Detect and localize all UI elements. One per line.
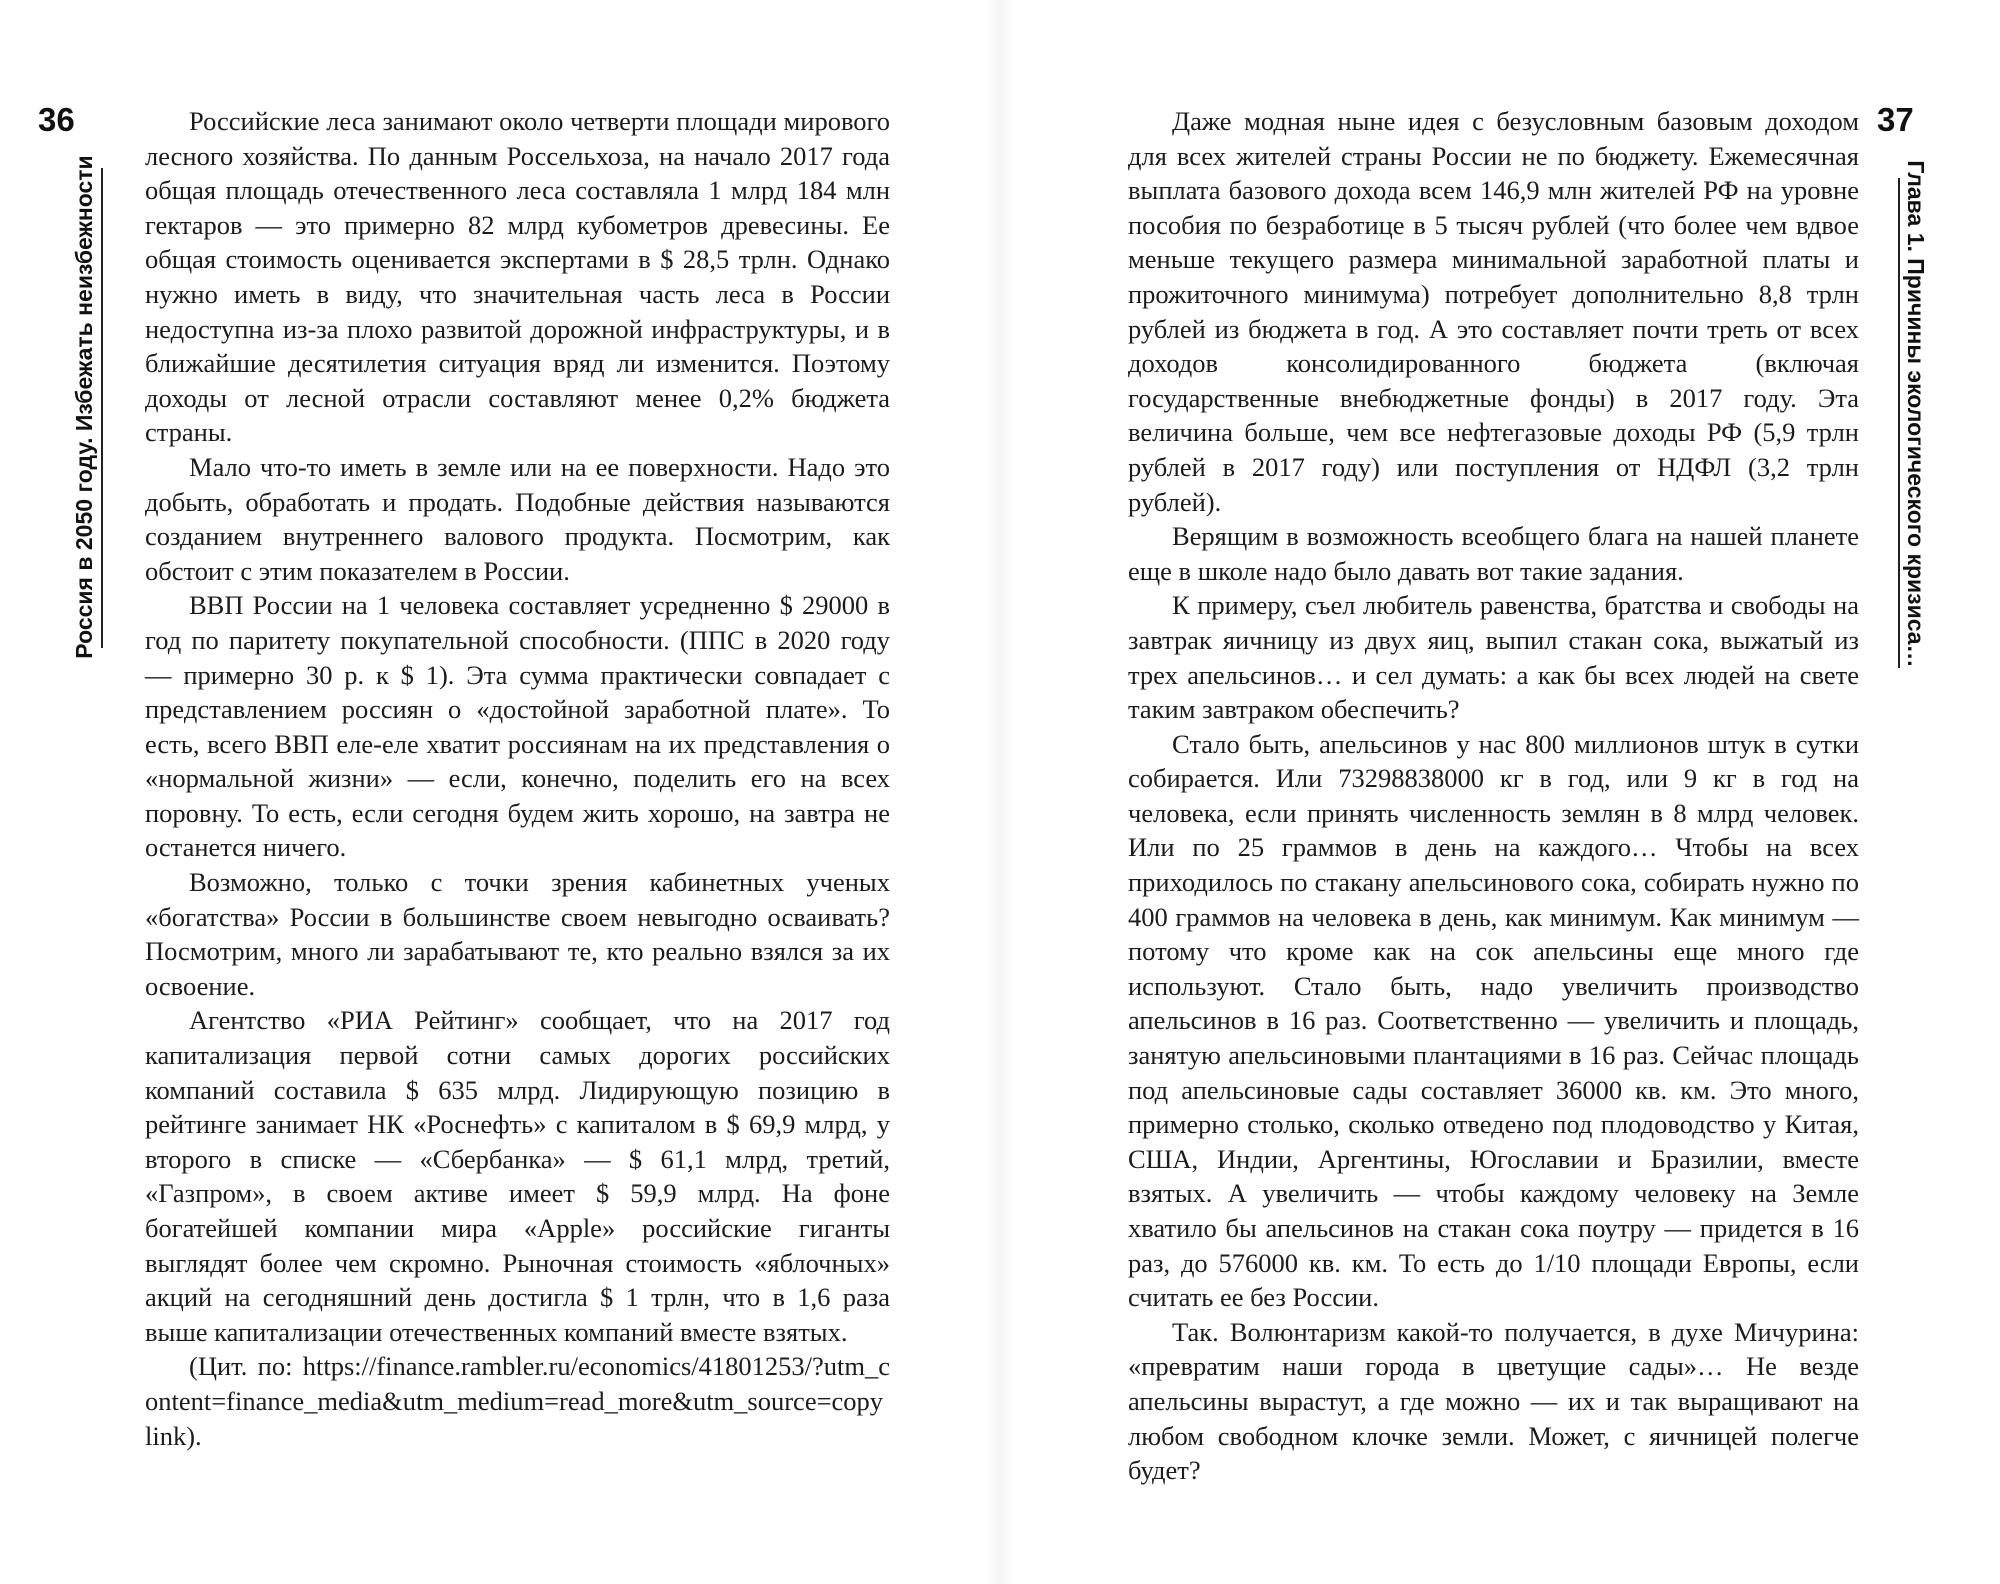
paragraph: ВВП России на 1 человека составляет усредненно $ 29000 в год по паритету покупательной способности. (ППС в 2020 году — примерно 30 р. к $ 1). Эта сумма практически совпадает с представлением россиян о «достойной заработной плате». То есть, всего ВВП еле-еле хватит россиянам на их представления о «нормальной жизни» — если, конечно, поделить его на всех поровну. То есть, если сегодня будем жить хорошо, на завтра не останется ничего. [145,590,890,863]
citation: (Цит. по: https://finance.rambler.ru/economics/41801253/?utm_content=finance_media&utm_medium=read_more&utm_source=copylink). [145,1351,890,1451]
paragraph: Стало быть, апельсинов у нас 800 миллионов штук в сутки собирается. Или 73298838000 кг в год, или 9 кг в год на человека, если принять численность землян в 8 млрд человек. Или по 25 граммов в день на каждого… Чтобы на всех приходилось по стакану апельсинового сока, собирать нужно по 400 граммов на человека в день, как минимум. Как минимум — потому что кроме как на сок апельсины еще много где используют. Стало быть, надо увеличить производство апельсинов в 16 раз. Соответственно — увеличить и площадь, занятую апельсиновыми плантациями в 16 раз. Сейчас площадь под апельсиновые сады составляет 36000 кв. км. Это много, примерно столько, сколько отведено под плодоводство у Китая, США, Индии, Аргентины, Югославии и Бразилии, вместе взятых. А увеличить — чтобы каждому человеку на Земле хватило бы апельсинов на стакан сока поутру — придется в 16 раз, до 576000 кв. км. То есть до 1/10 площади Европы, если считать ее без России. [1128,728,1859,1313]
paragraph: Верящим в возможность всеобщего блага на нашей планете еще в школе надо было давать вот такие задания. [1128,521,1859,586]
right-page [1000,0,2000,1584]
running-head-rule-right [1898,178,1900,668]
paragraph: Так. Волюнтаризм какой-то получается, в духе Мичурина: «превратим наши города в цветущие сады»… Не везде апельсины вырастут, а где можно — их и так выращивают на любом свободном клочке земли. Может, с яичницей полегче будет? [1128,1316,1859,1486]
body-text-right [1128,104,1859,1488]
running-head-right: Глава 1. Причины экологического кризиса… [1903,160,1929,668]
paragraph: Даже модная ныне идея с безусловным базовым доходом для всех жителей страны России не по бюджету. Ежемесячная выплата базового дохода всем 146,9 млн жителей РФ на уровне пособия по безработице в 5 тысяч рублей (что более чем вдвое меньше текущего размера минимальной заработной платы и прожиточного минимума) потребует дополнительно 8,8 трлн рублей из бюджета в год. А это составляет почти треть от всех доходов консолидированного бюджета (включая государственные внебюджетные фонды) в 2017 году. Эта величина больше, чем все нефтегазовые доходы РФ (5,9 трлн рублей в 2017 году) или поступления от НДФЛ (3,2 трлн рублей). [1128,106,1859,517]
running-head-rule-left [101,168,103,648]
paragraph: Российские леса занимают около четверти площади мирового лесного хозяйства. По данным Россельхоза, на начало 2017 года общая площадь отечественного леса составляла 1 млрд 184 млн гектаров — это примерно 82 млрд кубометров древесины. Ее общая стоимость оценивается экспертами в $ 28,5 трлн. Однако нужно иметь в виду, что значительная часть леса в России недоступна из-за плохо развитой дорожной инфраструктуры, и в ближайшие десятилетия ситуация вряд ли изменится. Поэтому доходы от лесной отрасли составляют менее 0,2% бюджета страны. [145,106,890,448]
page-number-left: 36 [38,101,75,138]
body-text-left [145,104,890,1453]
paragraph: К примеру, съел любитель равенства, братства и свободы на завтрак яичницу из двух яиц, выпил стакан сока, выжатый из трех апельсинов… и сел думать: а как бы всех людей на свете таким завтраком обеспечить? [1128,590,1859,725]
running-head-left: Россия в 2050 году. Избежать неизбежности [71,155,97,659]
page-number-right: 37 [1877,101,1914,138]
paragraph: Мало что-то иметь в земле или на ее поверхности. Надо это добыть, обработать и продать. Подобные действия называются созданием внутреннего валового продукта. Посмотрим, как обстоит с этим показателем в России. [145,451,890,586]
paragraph: Возможно, только с точки зрения кабинетных ученых «богатства» России в большинстве своем невыгодно осваивать? Посмотрим, много ли зарабатывают те, кто реально взялся за их освоение. [145,867,890,1001]
paragraph: Агентство «РИА Рейтинг» сообщает, что на 2017 год капитализация первой сотни самых дорогих российских компаний составила $ 635 млрд. Лидирующую позицию в рейтинге занимает НК «Роснефть» с капиталом в $ 69,9 млрд, у второго в списке — «Сбербанка» — $ 61,1 млрд, третий, «Газпром», в своем активе имеет $ 59,9 млрд. На фоне богатейшей компании мира «Apple» российские гиганты выглядят более чем скромно. Рыночная стоимость «яблочных» акций на сегодняшний день достигла $ 1 трлн, что в 1,6 раза выше капитализации отечественных компаний вместе взятых. [145,1005,890,1347]
